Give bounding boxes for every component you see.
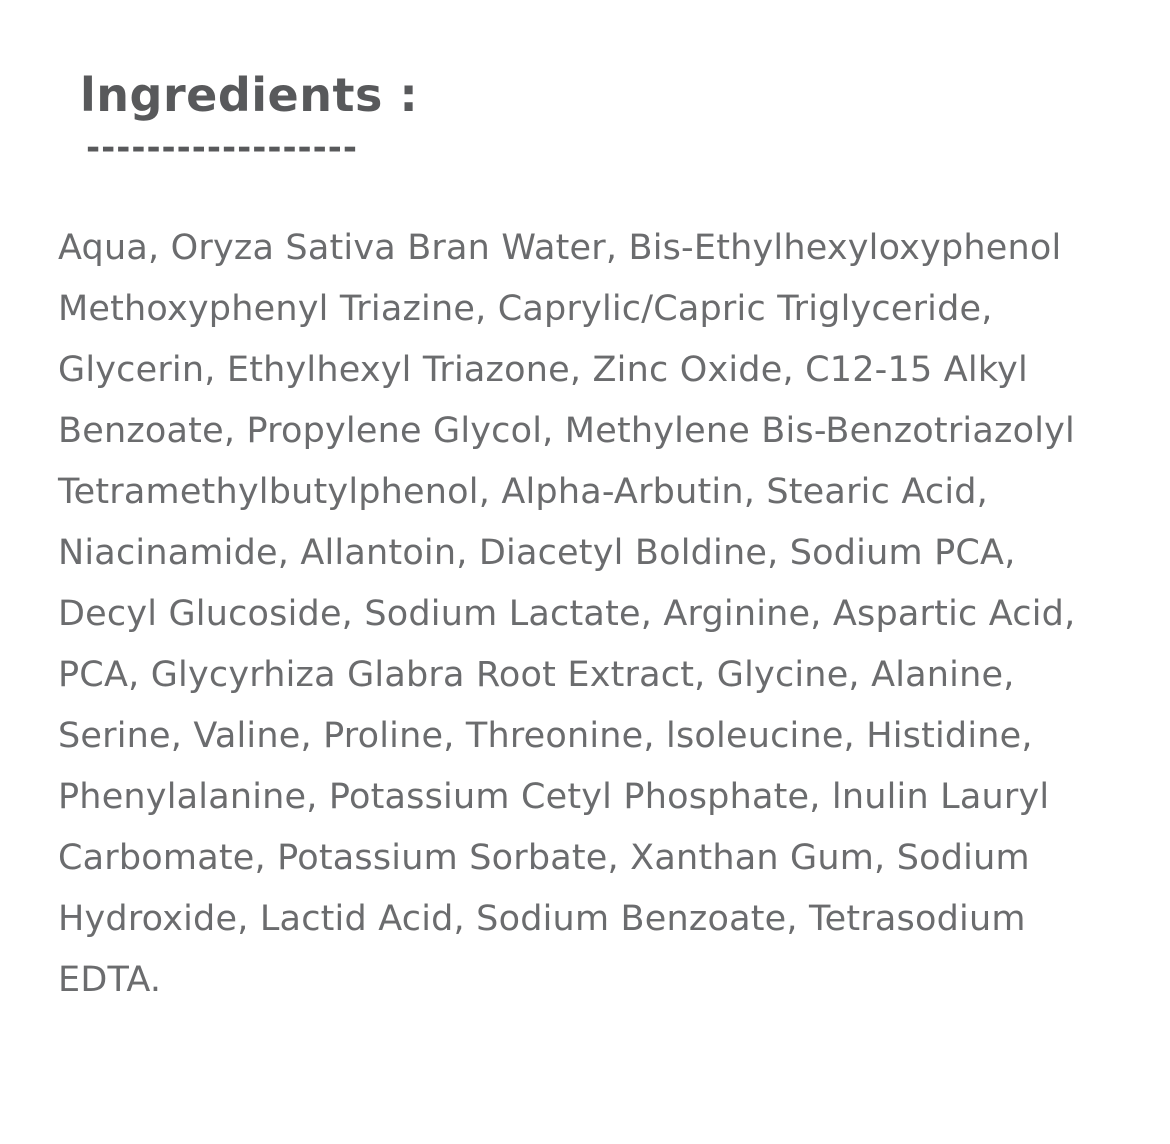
title-underline-dashes: ------------------	[86, 128, 359, 169]
heading-block	[80, 68, 419, 169]
ingredients-list-text: Aqua, Oryza Sativa Bran Water, Bis-Ethylhexyloxyphenol Methoxyphenyl Triazine, Caprylic/Capric Triglyceride, Glycerin, Ethylhexyl Triazone, Zinc Oxide, C12-15 Alkyl Benzoate, Propylene Glycol, Methylene Bis-Benzotriazolyl Tetramethylbutylphenol, Alpha-Arbutin, Stearic Acid, Niacinamide, Allantoin, Diacetyl Boldine, Sodium PCA, Decyl Glucoside, Sodium Lactate, Arginine, Aspartic Acid, PCA, Glycyrhiza Glabra Root Extract, Glycine, Alanine, Serine, Valine, Proline, Threonine, lsoleucine, Histidine, Phenylalanine, Potassium Cetyl Phosphate, lnulin Lauryl Carbomate, Potassium Sorbate, Xanthan Gum, Sodium Hydroxide, Lactid Acid, Sodium Benzoate, Tetrasodium EDTA.	[58, 228, 1076, 1000]
page-title: lngredients :	[80, 68, 419, 122]
